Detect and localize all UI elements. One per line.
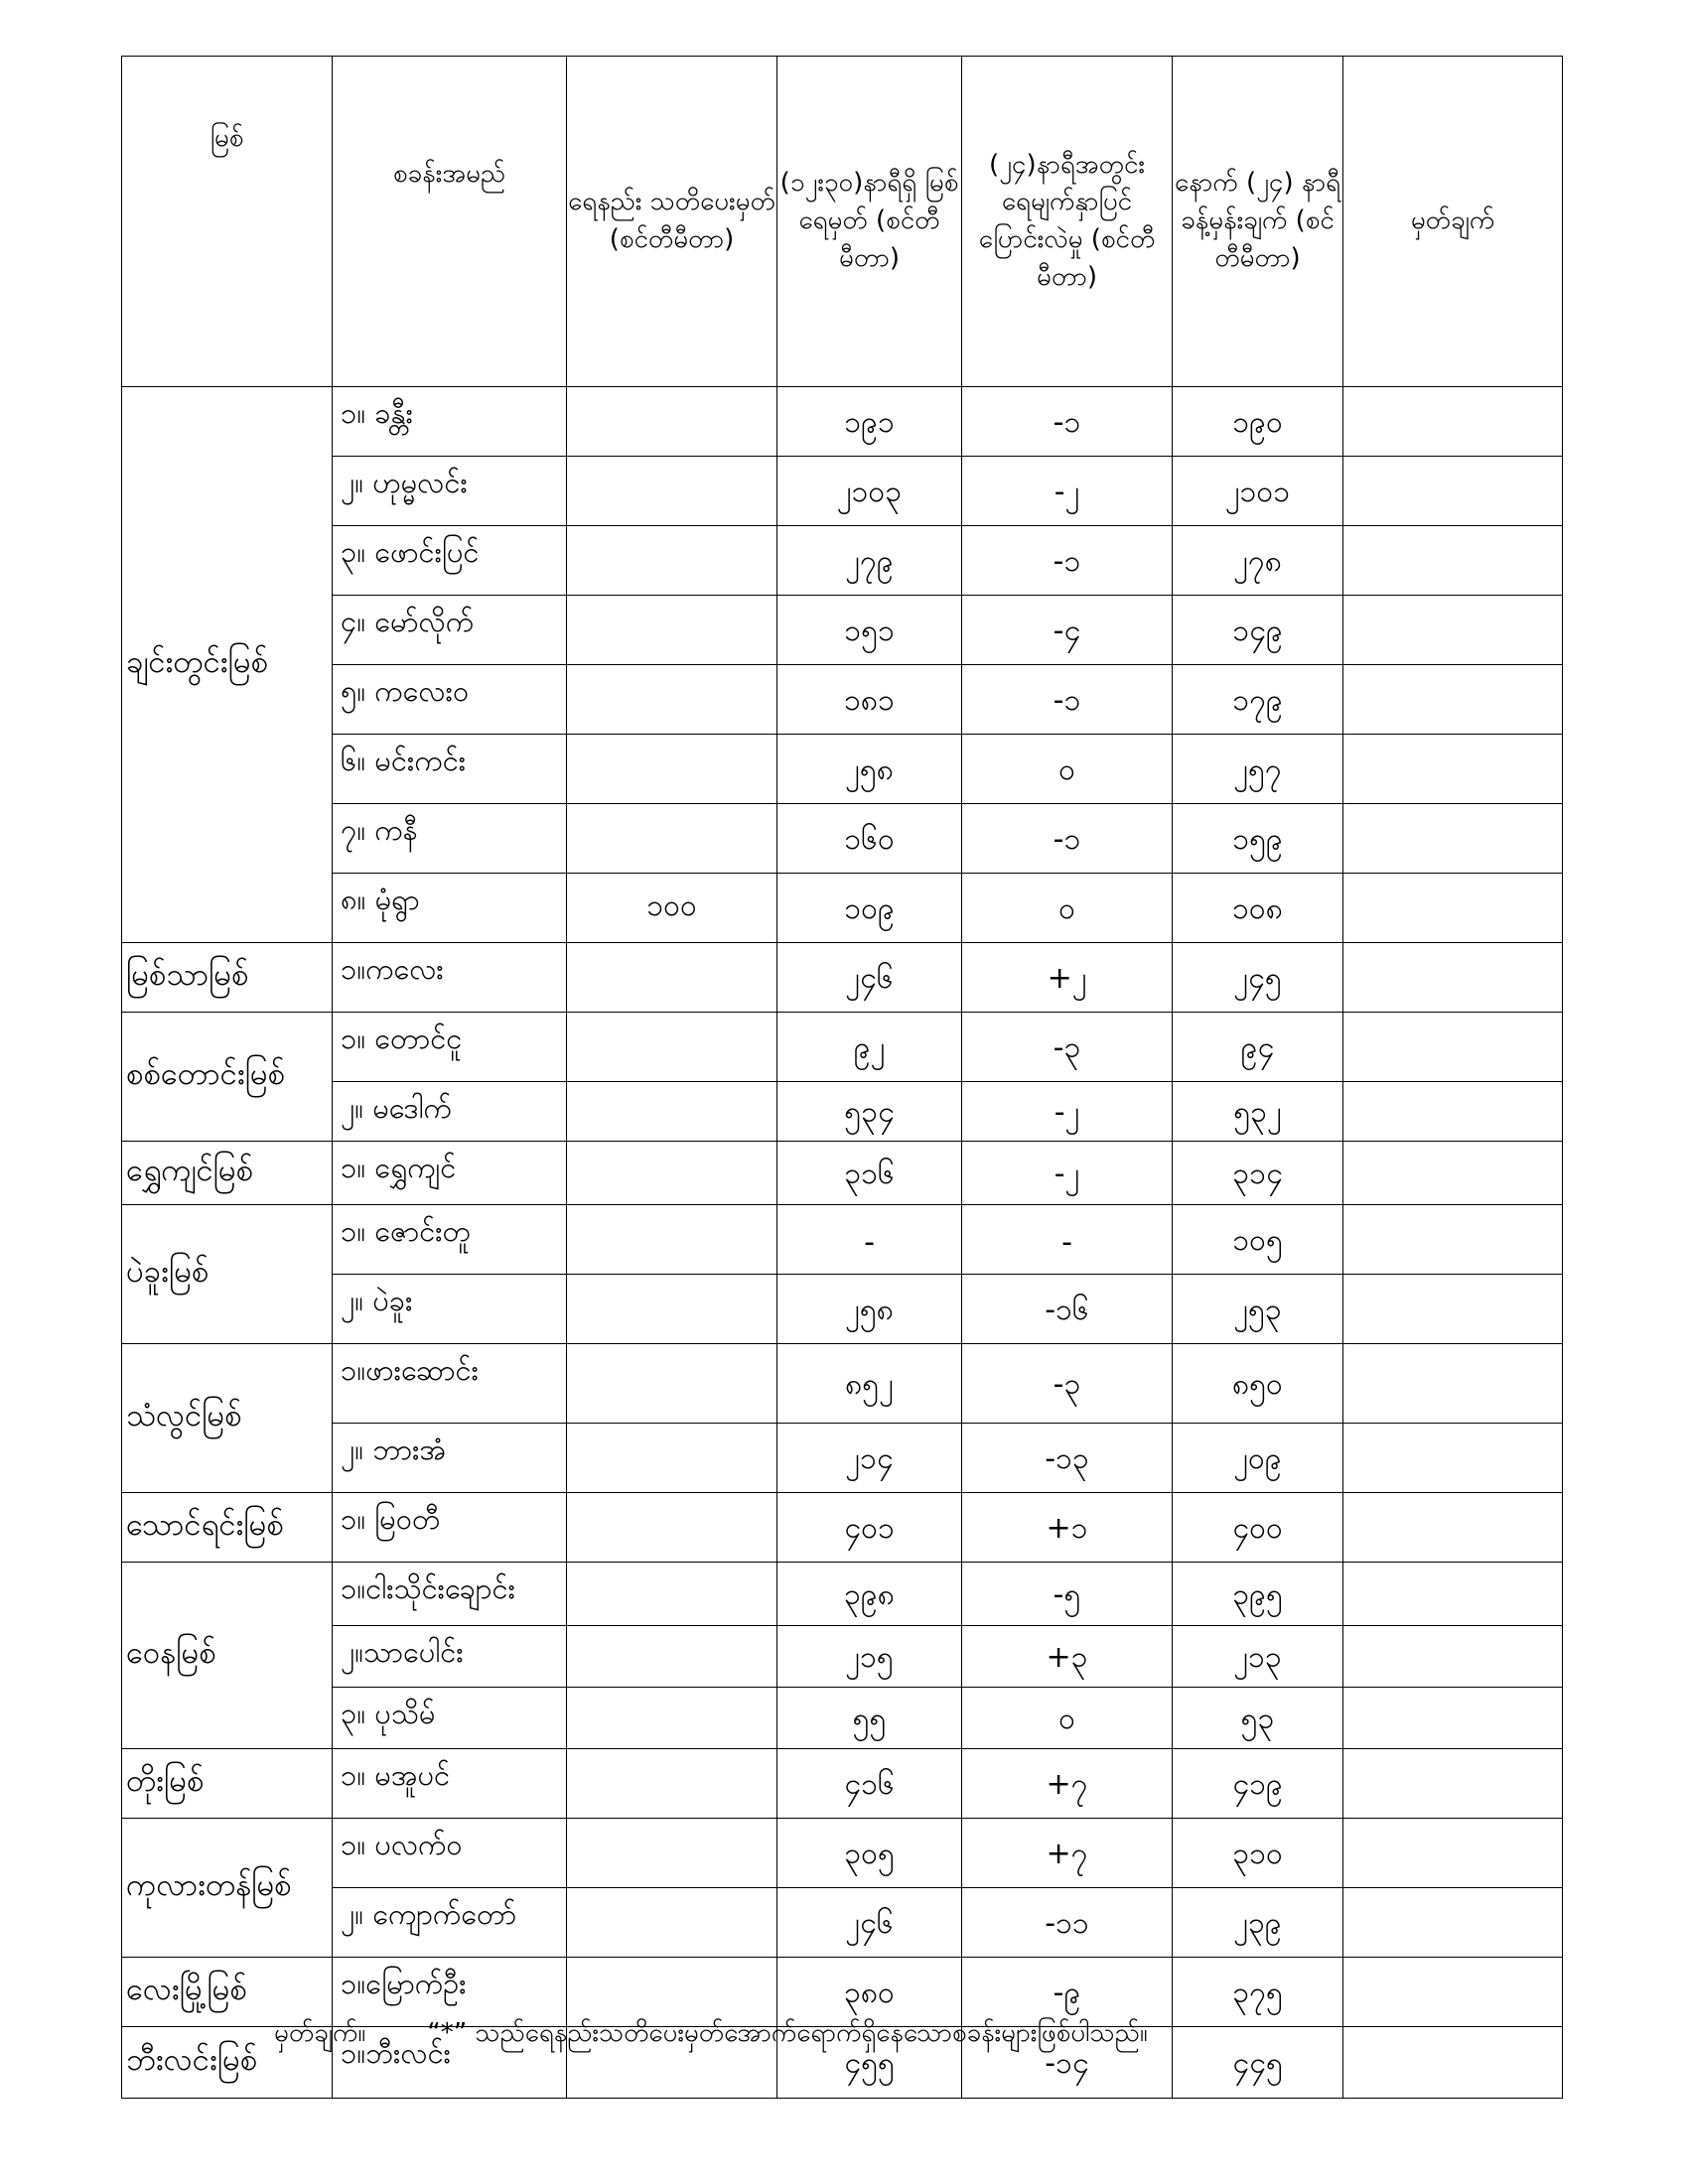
level-change-cell: +၃ (962, 1626, 1173, 1688)
current-level-cell: ၁၅၁ (777, 596, 962, 665)
table-row (122, 1888, 1563, 1958)
river-name-cell: စစ်တောင်းမြစ် (122, 1013, 333, 1142)
level-change-cell: -၂ (962, 1142, 1173, 1205)
level-change-cell: -၁၁ (962, 1888, 1173, 1958)
remark-cell (1343, 1819, 1563, 1888)
danger-level-cell (567, 1082, 777, 1142)
remark-cell (1343, 526, 1563, 596)
danger-level-cell (567, 387, 777, 457)
footnote (274, 2015, 1148, 2054)
danger-level-cell: ၁၀၀ (567, 874, 777, 943)
river-name-cell: မြစ်သာမြစ် (122, 943, 333, 1013)
forecast-level-cell: ၂၅၃ (1173, 1275, 1343, 1344)
remark-cell (1343, 1888, 1563, 1958)
level-change-cell: +၇ (962, 1819, 1173, 1888)
forecast-level-cell: ၄၁၉ (1173, 1749, 1343, 1819)
table-row (122, 1819, 1563, 1888)
current-level-cell: ၄၀၁ (777, 1493, 962, 1563)
current-level-cell: ၃၁၆ (777, 1142, 962, 1205)
current-level-cell: ၃၉၈ (777, 1563, 962, 1626)
table-row (122, 1563, 1563, 1626)
forecast-level-cell: ၁၅၉ (1173, 804, 1343, 874)
river-name-cell: သောင်ရင်းမြစ် (122, 1493, 333, 1563)
station-name-cell: ၁။ တောင်ငူ (333, 1013, 567, 1082)
current-level-cell: ၂၄၆ (777, 1888, 962, 1958)
level-change-cell: +၁ (962, 1493, 1173, 1563)
table-row (122, 1626, 1563, 1688)
level-change-cell: -၉ (962, 1958, 1173, 2027)
river-name-cell: ရွှေကျင်မြစ် (122, 1142, 333, 1205)
current-level-cell: ၃၈၀ (777, 1958, 962, 2027)
table-header-row (122, 57, 1563, 387)
station-name-cell: ၂။ ပဲခူး (333, 1275, 567, 1344)
river-name-cell: ဘီးလင်းမြစ် (122, 2027, 333, 2099)
current-level-cell: ၂၁၄ (777, 1424, 962, 1493)
level-change-cell: ၀ (962, 735, 1173, 804)
forecast-level-cell: ၂၀၉ (1173, 1424, 1343, 1493)
station-name-cell: ၁။ ဇောင်းတူ (333, 1205, 567, 1275)
danger-level-cell (567, 1013, 777, 1082)
forecast-level-cell: ၂၁၀၁ (1173, 457, 1343, 526)
station-name-cell: ၂။ ဘားအံ (333, 1424, 567, 1493)
danger-level-cell (567, 804, 777, 874)
danger-level-cell (567, 665, 777, 735)
danger-level-cell (567, 1563, 777, 1626)
forecast-level-cell: ၄၀၀ (1173, 1493, 1343, 1563)
danger-level-cell (567, 457, 777, 526)
river-name-cell: ပဲခူးမြစ် (122, 1205, 333, 1344)
station-name-cell: ၂။ မဒေါက် (333, 1082, 567, 1142)
current-level-cell: ၈၅၂ (777, 1344, 962, 1424)
danger-level-cell (567, 1688, 777, 1749)
danger-level-cell (567, 943, 777, 1013)
danger-level-cell (567, 1888, 777, 1958)
current-level-cell: ၄၅၅ (777, 2027, 962, 2099)
footnote-text: “*” သည်ရေနည်းသတိပေးမှတ်အောက်ရောက်ရှိနေသောစခန်းများဖြစ်ပါသည်။ (427, 2018, 1148, 2048)
current-level-cell: ၂၁၅ (777, 1626, 962, 1688)
table-row (122, 1688, 1563, 1749)
river-name-cell: လေးမြို့မြစ် (122, 1958, 333, 2027)
header-change-24h: (၂၄)နာရီအတွင်း ရေမျက်နှာပြင် ပြောင်းလဲမှု (စင်တီမီတာ) (962, 57, 1173, 387)
river-name-cell: သံလွင်မြစ် (122, 1344, 333, 1493)
danger-level-cell (567, 1493, 777, 1563)
forecast-level-cell: ၂၇၈ (1173, 526, 1343, 596)
forecast-level-cell: ၁၀၈ (1173, 874, 1343, 943)
river-name-cell: တိုးမြစ် (122, 1749, 333, 1819)
remark-cell (1343, 1563, 1563, 1626)
forecast-level-cell: ၅၃ (1173, 1688, 1343, 1749)
forecast-level-cell: ၃၁၄ (1173, 1142, 1343, 1205)
table-row (122, 665, 1563, 735)
header-river: မြစ် (122, 57, 333, 387)
table-row (122, 1493, 1563, 1563)
table-row (122, 596, 1563, 665)
forecast-level-cell: ၃၉၅ (1173, 1563, 1343, 1626)
station-name-cell: ၁။ ရွှေကျင် (333, 1142, 567, 1205)
danger-level-cell (567, 1275, 777, 1344)
station-name-cell: ၁။ ပလက်ဝ (333, 1819, 567, 1888)
table-row (122, 526, 1563, 596)
remark-cell (1343, 1749, 1563, 1819)
danger-level-cell (567, 596, 777, 665)
danger-level-cell (567, 1819, 777, 1888)
current-level-cell: ၁၈၁ (777, 665, 962, 735)
table-row (122, 457, 1563, 526)
table-row (122, 735, 1563, 804)
level-change-cell: -၄ (962, 596, 1173, 665)
level-change-cell: +၂ (962, 943, 1173, 1013)
river-level-report (121, 56, 1562, 2099)
station-name-cell: ၆။ မင်းကင်း (333, 735, 567, 804)
danger-level-cell (567, 1424, 777, 1493)
remark-cell (1343, 1275, 1563, 1344)
current-level-cell: ၅၅ (777, 1688, 962, 1749)
level-change-cell: -၂ (962, 1082, 1173, 1142)
station-name-cell: ၈။ မုံရွာ (333, 874, 567, 943)
river-level-table (121, 56, 1563, 2099)
remark-cell (1343, 1424, 1563, 1493)
remark-cell (1343, 1013, 1563, 1082)
remark-cell (1343, 387, 1563, 457)
forecast-level-cell: ၃၇၅ (1173, 1958, 1343, 2027)
current-level-cell: ၂၇၉ (777, 526, 962, 596)
remark-cell (1343, 1626, 1563, 1688)
station-name-cell: ၄။ မော်လိုက် (333, 596, 567, 665)
level-change-cell: -၁ (962, 526, 1173, 596)
river-name-cell: ချင်းတွင်းမြစ် (122, 387, 333, 943)
current-level-cell: - (777, 1205, 962, 1275)
danger-level-cell (567, 1626, 777, 1688)
remark-cell (1343, 943, 1563, 1013)
danger-level-cell (567, 1205, 777, 1275)
current-level-cell: ၁၆၀ (777, 804, 962, 874)
table-row (122, 1142, 1563, 1205)
remark-cell (1343, 1205, 1563, 1275)
forecast-level-cell: ၉၄ (1173, 1013, 1343, 1082)
level-change-cell: -၁ (962, 665, 1173, 735)
station-name-cell: ၁။ကလေး (333, 943, 567, 1013)
station-name-cell: ၂။ ဟုမ္မလင်း (333, 457, 567, 526)
remark-cell (1343, 596, 1563, 665)
current-level-cell: ၅၃၄ (777, 1082, 962, 1142)
table-row (122, 874, 1563, 943)
station-name-cell: ၁။ ခန္တီး (333, 387, 567, 457)
remark-cell (1343, 1344, 1563, 1424)
header-danger-level: ရေနည်း သတိပေးမှတ် (စင်တီမီတာ) (567, 57, 777, 387)
level-change-cell: -၂ (962, 457, 1173, 526)
current-level-cell: ၁၀၉ (777, 874, 962, 943)
table-row (122, 1344, 1563, 1424)
river-name-cell: ကုလားတန်မြစ် (122, 1819, 333, 1958)
level-change-cell: -၁ (962, 804, 1173, 874)
remark-cell (1343, 1082, 1563, 1142)
level-change-cell: -၃ (962, 1013, 1173, 1082)
remark-cell (1343, 735, 1563, 804)
danger-level-cell (567, 735, 777, 804)
river-name-cell: ဝေနမြစ် (122, 1563, 333, 1749)
current-level-cell: ၂၅၈ (777, 1275, 962, 1344)
remark-cell (1343, 665, 1563, 735)
danger-level-cell (567, 1344, 777, 1424)
table-row (122, 1749, 1563, 1819)
station-name-cell: ၂။သာပေါင်း (333, 1626, 567, 1688)
remark-cell (1343, 1142, 1563, 1205)
level-change-cell: -၁၃ (962, 1424, 1173, 1493)
level-change-cell: ၀ (962, 874, 1173, 943)
current-level-cell: ၉၂ (777, 1013, 962, 1082)
level-change-cell: -၅ (962, 1563, 1173, 1626)
danger-level-cell (567, 1142, 777, 1205)
current-level-cell: ၂၄၆ (777, 943, 962, 1013)
forecast-level-cell: ၁၀၅ (1173, 1205, 1343, 1275)
forecast-level-cell: ၃၁၀ (1173, 1819, 1343, 1888)
table-row (122, 804, 1563, 874)
remark-cell (1343, 1688, 1563, 1749)
station-name-cell: ၁။ဖားဆောင်း (333, 1344, 567, 1424)
station-name-cell: ၁။ မြဝတီ (333, 1493, 567, 1563)
table-row (122, 1082, 1563, 1142)
station-name-cell: ၁။ငါးသိုင်းချောင်း (333, 1563, 567, 1626)
station-name-cell: ၃။ ဖောင်းပြင် (333, 526, 567, 596)
station-name-cell: ၁။မြောက်ဦး (333, 1958, 567, 2027)
forecast-level-cell: ၄၄၅ (1173, 2027, 1343, 2099)
forecast-level-cell: ၁၇၉ (1173, 665, 1343, 735)
current-level-cell: ၄၁၆ (777, 1749, 962, 1819)
current-level-cell: ၂၅၈ (777, 735, 962, 804)
table-row (122, 1205, 1563, 1275)
remark-cell (1343, 1958, 1563, 2027)
level-change-cell: +၇ (962, 1749, 1173, 1819)
footnote-label: မှတ်ချက်။ (274, 2018, 366, 2048)
current-level-cell: ၃၀၅ (777, 1819, 962, 1888)
remark-cell (1343, 874, 1563, 943)
forecast-level-cell: ၁၉၀ (1173, 387, 1343, 457)
station-name-cell: ၁။ဘီးလင်း (333, 2027, 567, 2099)
forecast-level-cell: ၂၃၉ (1173, 1888, 1343, 1958)
forecast-level-cell: ၁၄၉ (1173, 596, 1343, 665)
level-change-cell: ၀ (962, 1688, 1173, 1749)
forecast-level-cell: ၈၅၀ (1173, 1344, 1343, 1424)
station-name-cell: ၃။ ပုသိမ် (333, 1688, 567, 1749)
level-change-cell: -၃ (962, 1344, 1173, 1424)
table-row (122, 1424, 1563, 1493)
station-name-cell: ၅။ ကလေးဝ (333, 665, 567, 735)
remark-cell (1343, 457, 1563, 526)
danger-level-cell (567, 526, 777, 596)
forecast-level-cell: ၂၄၅ (1173, 943, 1343, 1013)
table-row (122, 1275, 1563, 1344)
level-change-cell: -၁၆ (962, 1275, 1173, 1344)
remark-cell (1343, 2027, 1563, 2099)
level-change-cell: - (962, 1205, 1173, 1275)
level-change-cell: -၁၄ (962, 2027, 1173, 2099)
table-body (122, 387, 1563, 2099)
remark-cell (1343, 804, 1563, 874)
forecast-level-cell: ၂၅၇ (1173, 735, 1343, 804)
remark-cell (1343, 1493, 1563, 1563)
danger-level-cell (567, 1749, 777, 1819)
level-change-cell: -၁ (962, 387, 1173, 457)
header-forecast-24h: နောက် (၂၄) နာရီ ခန့်မှန်းချက် (စင်တီမီတာ) (1173, 57, 1343, 387)
current-level-cell: ၁၉၁ (777, 387, 962, 457)
header-station: စခန်းအမည် (333, 57, 567, 387)
current-level-cell: ၂၁၀၃ (777, 457, 962, 526)
station-name-cell: ၇။ ကနီ (333, 804, 567, 874)
header-remarks: မှတ်ချက် (1343, 57, 1563, 387)
forecast-level-cell: ၅၃၂ (1173, 1082, 1343, 1142)
header-current-level: (၁၂း၃၀)နာရီရှိ မြစ်ရေမှတ် (စင်တီမီတာ) (777, 57, 962, 387)
table-row (122, 1013, 1563, 1082)
station-name-cell: ၁။ မအူပင် (333, 1749, 567, 1819)
table-row (122, 943, 1563, 1013)
table-row (122, 387, 1563, 457)
forecast-level-cell: ၂၁၃ (1173, 1626, 1343, 1688)
station-name-cell: ၂။ ကျောက်တော် (333, 1888, 567, 1958)
